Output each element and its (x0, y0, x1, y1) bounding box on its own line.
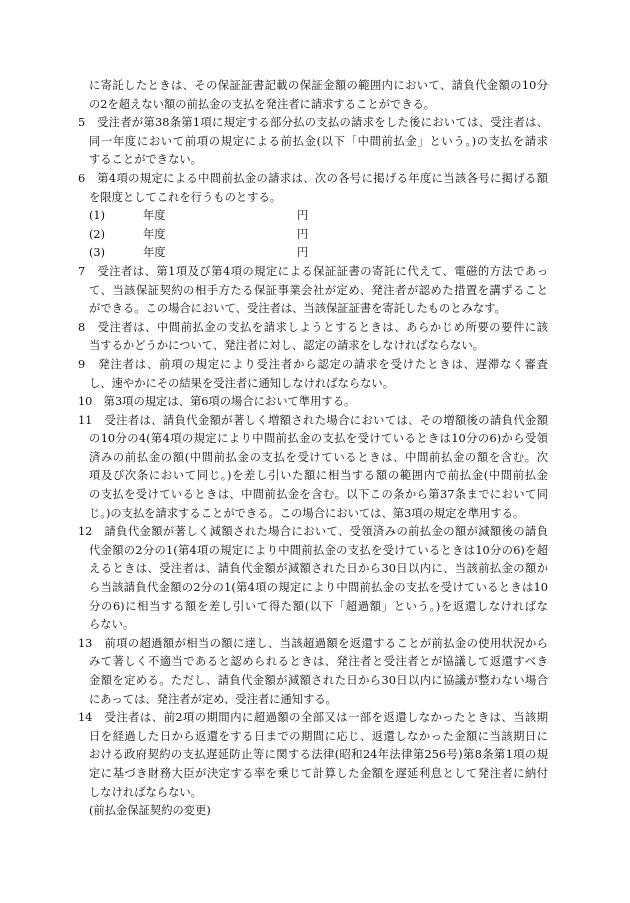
item-year: 年度 (143, 227, 166, 241)
year-item (78, 244, 548, 263)
clause-11: 11 受注者は、請負代金額が著しく増額された場合においては、その増額後の請負代金額 (78, 413, 548, 427)
text-line: し、速やかにその結果を受注者に通知しなければならない。 (89, 376, 395, 390)
clause-7: 7 受注者は、第1項及び第4項の規定による保証証書の寄託に代えて、電磁的方法であっ (78, 264, 548, 278)
clause-6: 6 第4項の規定による中間前払金の請求は、次の各号に掲げる年度に当該各号に掲げる額 (78, 171, 548, 185)
year-item (78, 226, 548, 245)
clause-14: 14 受注者は、前2項の期間内に超過額の全部又は一部を返還しなかったときは、当該期 (78, 711, 548, 725)
clause-10: 10 第3項の規定は、第6項の場合において準用する。 (78, 395, 356, 409)
text-line: の2を超えない額の前払金の支払を発注者に請求することができる。 (89, 97, 436, 111)
text-line: 日を経過した日から返還をする日までの期間に応じ、返還しなかった金額に当該期日に (89, 729, 548, 743)
text-line: に寄託したときは、その保証証書記載の保証金額の範囲内において、請負代金額の10分 (89, 79, 548, 92)
text-line: にあっては、発注者が定め、受注者に通知する。 (89, 692, 337, 706)
text-line: 当するかどうかについて、発注者に対し、認定の請求をしなければならない。 (89, 339, 484, 353)
text-line: 済みの前払金の額(中間前払金の支払を受けているときは、中間前払金の額を含む。次 (89, 450, 548, 464)
item-yen: 円 (297, 209, 309, 223)
text-line: 分の6)に相当する額を差し引いて得た額(以下「超過額」という。)を返還しなければな (89, 599, 548, 613)
text-line: 代金額の2分の1(第4項の規定により中間前払金の支払を受けているときは10分の6)を超 (89, 543, 548, 557)
text-line: 定に基づき財務大臣が決定する率を乗じて計算した金額を遅延利息として発注者に納付 (89, 766, 548, 780)
clause-5: 5 受注者が第38条第1項に規定する部分払の支払の請求をした後においては、受注者は、 (78, 116, 548, 130)
year-item (78, 207, 548, 226)
item-number: (2) (89, 227, 106, 241)
item-number: (3) (89, 246, 106, 260)
text-line: じ。)の支払を請求することができる。この場合においては、第3項の規定を準用する。 (89, 506, 525, 520)
text-line: らない。 (89, 618, 135, 632)
clause-12: 12 請負代金額が著しく減額された場合において、受領済みの前払金の額が減額後の請負 (78, 525, 548, 539)
item-year: 年度 (143, 246, 166, 260)
clause-9: 9 発注者は、前項の規定により受注者から認定の請求を受けたときは、遅滞なく審査 (78, 357, 548, 371)
text-line: することができない。 (89, 153, 202, 167)
text-line: の支払を受けているときは、中間前払金を含む。以下この条から第37条までにおいて同 (89, 488, 548, 502)
clause-8: 8 受注者は、中間前払金の支払を請求しようとするときは、あらかじめ所要の要件に該 (78, 320, 548, 334)
text-line: 項及び次条において同じ。)を差し引いた額に相当する額の範囲内で前払金(中間前払金 (89, 469, 548, 483)
text-line: 同一年度において前項の規定による前払金(以下「中間前払金」という。)の支払を請求 (89, 134, 548, 148)
text-line: の10分の4(第4項の規定により中間前払金の支払を受けているときは10分の6)から受領 (89, 432, 548, 446)
clause-13: 13 前項の超過額が相当の額に達し、当該超過額を返還することが前払金の使用状況から (78, 636, 548, 650)
document-body (78, 77, 548, 821)
text-line: て、当該保証契約の相手方たる保証事業会社が定め、発注者が認めた措置を講ずること (89, 283, 548, 297)
text-line: えるときは、受注者は、請負代金額が減額された日から30日以内に、当該前払金の額か (89, 562, 548, 576)
text-line: みて著しく不適当であると認められるときは、発注者と受注者とが協議して返還すべき (89, 655, 548, 669)
text-line: ら当該請負代金額の2分の1(第4項の規定により中間前払金の支払を受けているときは10 (89, 581, 548, 595)
item-yen: 円 (297, 246, 309, 260)
text-line: しなければならない。 (89, 785, 202, 799)
section-heading: (前払金保証契約の変更) (89, 804, 211, 818)
item-year: 年度 (143, 209, 166, 223)
item-yen: 円 (297, 227, 309, 241)
text-line: 金額を定める。ただし、請負代金額が減額された日から30日以内に協議が整わない場合 (89, 674, 548, 687)
text-line: を限度としてこれを行うものとする。 (89, 190, 282, 204)
item-number: (1) (89, 209, 106, 223)
text-line: おける政府契約の支払遅延防止等に関する法律(昭和24年法律第256号)第8条第1項の規 (89, 748, 548, 762)
text-line: ができる。この場合において、受注者は、当該保証証書を寄託したものとみなす。 (89, 302, 506, 316)
